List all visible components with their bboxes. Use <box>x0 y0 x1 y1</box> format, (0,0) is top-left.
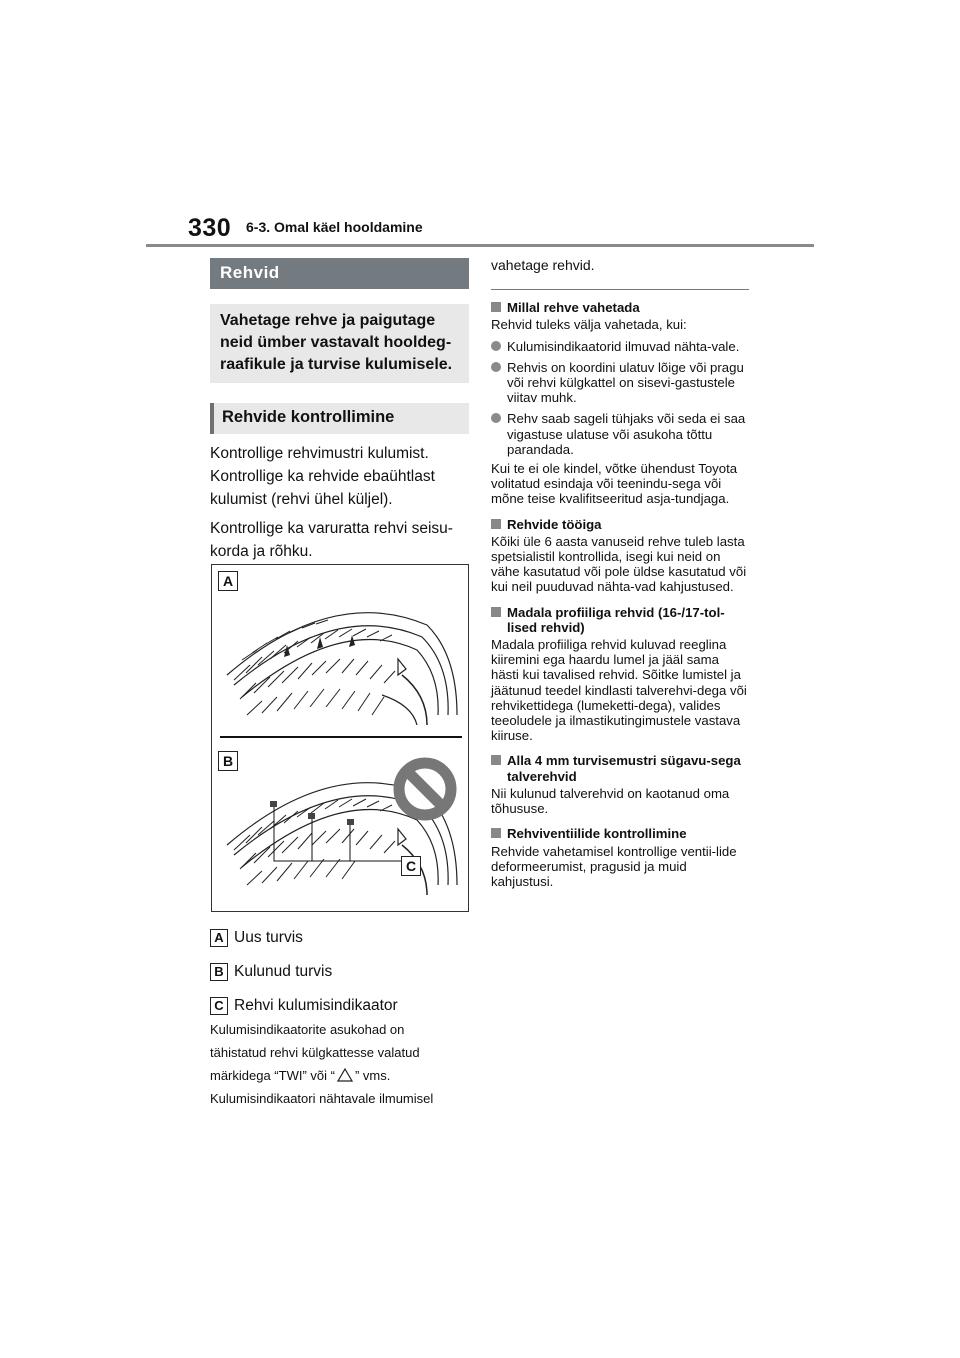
bullet-item <box>491 411 749 457</box>
bullet-item <box>491 339 749 354</box>
paragraph: Kontrollige ka varuratta rehvi seisu-korda ja rõhku. <box>210 520 453 560</box>
square-icon <box>491 607 501 617</box>
section-text: Nii kulunud talverehvid on kaotanud oma tõhususe. <box>491 785 730 817</box>
chapter-heading: Rehvid <box>210 258 469 289</box>
square-icon <box>491 519 501 529</box>
section-heading <box>491 826 749 841</box>
bullet-dot-icon <box>491 413 501 423</box>
tire-illustration <box>211 564 469 912</box>
legend-text: Kulunud turvis <box>234 963 333 980</box>
note-line: tähistatud rehvi külgkattesse valatud <box>210 1045 420 1060</box>
body-text <box>210 442 469 563</box>
figure-legend <box>210 921 470 1023</box>
section-text: Kui te ei ole kindel, võtke ühendust Toyota volitatud esindaja või teenindu-sega või mõne teise kvalifitseeritud asja-tundjaga. <box>491 461 738 507</box>
column-rule <box>491 289 749 290</box>
heading-text: Millal rehve vahetada <box>507 300 640 316</box>
tire-drawing <box>212 565 468 911</box>
bullet-text: Kulumisindikaatorid ilmuvad nähta-vale. <box>507 338 740 354</box>
section-heading <box>491 753 749 783</box>
subheading: Rehvide kontrollimine <box>210 403 469 434</box>
square-icon <box>491 302 501 312</box>
section-text: Rehvid tuleks välja vahetada, kui: <box>491 317 687 333</box>
legend-letter: B <box>210 963 228 981</box>
note-line: Kulumisindikaatorite asukohad on <box>210 1022 405 1037</box>
section-text: Kõiki üle 6 aasta vanuseid rehve tuleb lasta spetsialistil kontrollida, isegi kui neid on vähe kasutatud või pole üldse kasutatud või kui neil puuduvad nähta-vad kahjustused. <box>491 533 747 595</box>
section-heading <box>491 300 749 315</box>
new-tread-tire <box>227 613 457 725</box>
summary-box: Vahetage rehve ja paigutage neid ümber vastavalt hooldeg-raafikule ja turvise kulumisele. <box>210 304 469 383</box>
legend-text: Rehvi kulumisindikaator <box>234 997 398 1014</box>
bullet-dot-icon <box>491 362 501 372</box>
right-column <box>491 258 749 892</box>
legend-text: Uus turvis <box>234 929 303 946</box>
left-column <box>210 258 469 569</box>
paragraph: Kontrollige rehvimustri kulumist. Kontrollige ka rehvide ebaühtlast kulumist (rehvi ühel küljel). <box>210 445 435 508</box>
bullet-text: Rehvis on koordini ulatuv lõige või pragu või rehvi külgkattel on sisevi-gastustele viitav muhk. <box>507 359 744 406</box>
heading-text: Alla 4 mm turvisemustri sügavu-sega talverehvid <box>507 753 741 784</box>
section-heading <box>491 517 749 532</box>
section-text: Madala profiiliga rehvid kuluvad reeglina kiiremini ega haardu lumel ja jääl sama hästi kui tavalised rehvid. Sõitke lumistel ja jäätunud teedel kindlasti talverehvi-dega või rehvikettidega (lumeketti-dega), valides teeoludele ja ilmastikutingimustele vastava kiiruse. <box>491 637 747 744</box>
section-heading <box>491 605 749 635</box>
heading-text: Madala profiiliga rehvid (16-/17-tol-lised rehvid) <box>507 604 725 635</box>
figure-label-b: B <box>218 751 238 771</box>
header-rule <box>146 244 814 247</box>
figure-label-c: C <box>401 856 421 876</box>
note-line <box>210 1064 472 1087</box>
wear-indicator-note <box>210 1018 472 1110</box>
section-title: 6-3. Omal käel hooldamine <box>246 219 423 235</box>
legend-item <box>210 955 470 989</box>
note-line-start: märkidega “TWI” või “ <box>210 1068 335 1083</box>
note-line-end: ” vms. <box>354 1068 391 1083</box>
intro-text: vahetage rehvid. <box>491 257 595 273</box>
bullet-text: Rehv saab sageli tühjaks või seda ei saa vigastuse ulatuse või asukoha tõttu parandada. <box>507 411 746 457</box>
heading-text: Rehviventiilide kontrollimine <box>507 826 687 842</box>
bullet-dot-icon <box>491 341 501 351</box>
note-line: Kulumisindikaatori nähtavale ilmumisel <box>210 1091 434 1106</box>
triangle-icon <box>337 1068 353 1082</box>
legend-letter: A <box>210 929 228 947</box>
square-icon <box>491 828 501 838</box>
legend-letter: C <box>210 997 228 1015</box>
bullet-item <box>491 360 749 406</box>
heading-text: Rehvide tööiga <box>507 516 602 532</box>
prohibition-icon <box>399 763 451 815</box>
section-text: Rehvide vahetamisel kontrollige ventii-lide deformeerumist, pragusid ja muid kahjustusi. <box>491 843 737 889</box>
figure-label-a: A <box>218 571 238 591</box>
square-icon <box>491 755 501 765</box>
page-number: 330 <box>188 214 232 242</box>
legend-item <box>210 921 470 955</box>
